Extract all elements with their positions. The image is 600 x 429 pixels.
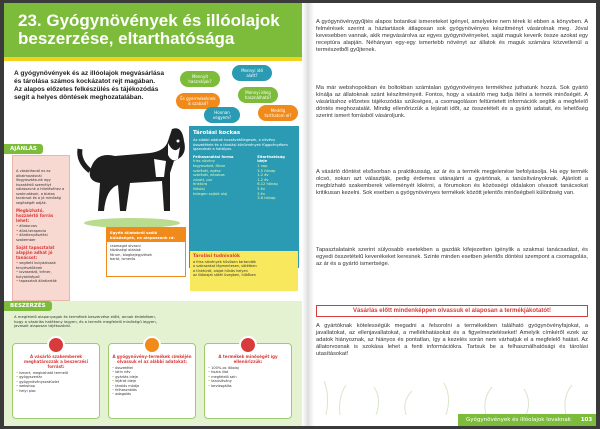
list-item: • felhasználás xyxy=(112,388,192,392)
experience-list xyxy=(16,261,66,284)
list-item: barát, ismerős xyxy=(110,257,136,262)
table-cell: 3 év xyxy=(257,191,265,196)
book-gutter xyxy=(302,3,314,426)
table-cell: 1-2 év xyxy=(257,177,269,182)
list-item: • segített kutyáztosak tenyésztőknek xyxy=(16,261,66,270)
recommendation-box xyxy=(12,155,70,301)
question-bubble: Mennyit használjak? xyxy=(180,71,220,87)
list-item: • gyógyszertár xyxy=(16,375,96,379)
list-item: • összetétel xyxy=(112,366,192,370)
question-bubble: És gyermekeknek is szabad? xyxy=(176,93,220,109)
shop-icon xyxy=(47,336,65,354)
page-footer xyxy=(458,414,596,426)
list-item: • helyi piac xyxy=(16,389,96,393)
list-item: • lejárat ideje xyxy=(112,379,192,383)
list-item: • ismert, megbízható termelő xyxy=(16,371,96,375)
table-cell: friss növény xyxy=(193,159,215,164)
list-item: csomagot olvasni xyxy=(110,244,141,248)
card-title: A termékek minőségét így ellenőrizzük: xyxy=(218,354,278,364)
list-item: • tanúsítvány xyxy=(208,379,288,383)
list-item: a szárazakat légmentesen, sötétben xyxy=(193,264,257,269)
unreliable-sources-title: Egyéb állatokról szóló külsőségek, ne alapozzunk rá: xyxy=(107,228,185,242)
paragraph: A gyógynövénygyűjtés alapos botanikai ismereteket igényel, amelyekre nem térek ki ebben a könyvben. A felmérések szerint a háztartások átlagosan sok gyógynövényes készítményt vásárolnak meg. Jóval kevesebben vannak, akik megvásárolva az egyes gyógynövényeket, saját maguk keverik össze azokat egy receptúra alapján. Néhányan egy-egy ismertebb növényt az állatok és maguk számára közvetlenül a természetből gyűjtenek. xyxy=(316,19,588,54)
paragraph: A vásárló döntést elsősorban a praktikusság, az ár és a termék megjelenése befolyásolja. Ha egy termék olcsó, sokan azt választják, pedig érdemes utánajárni a gyártónak, a tanúsítványoknak. Ajánlott a megbízható szakemberek véleményét kikérni, a fórumokon és közösségi oldalakon olvasott tanácsokat kritikusan kezelni. Sok esetben a gyógynövényes termékek között jelentős minőségbeli különbség van. xyxy=(316,169,588,197)
storage-text: Az alábbi adatok hozzávetőlegesek, a növény összetétele és a tárolási körülmények függvényében igazodnak a hatályos. xyxy=(193,138,288,152)
question-bubble: Meddig tarthatom el? xyxy=(258,105,298,121)
footer-label: Gyógynövények és illóolajok lovaknak xyxy=(466,417,571,423)
page-number: 103 xyxy=(580,417,593,423)
highlight-notice: Vásárlás előtt mindenképpen olvassuk el alaposan a termékjákotatót! xyxy=(316,305,588,317)
question-bubble: Honnan vegyem? xyxy=(204,107,240,123)
grass-decoration xyxy=(316,375,596,415)
storage-tips-box xyxy=(190,251,298,291)
table-cell: 3-5 hónap xyxy=(257,168,276,173)
tab-beszerzes: BESZERZÉS xyxy=(4,301,52,311)
list-item: • gyógynövényszaküzlet xyxy=(16,380,96,384)
shelf-life-column xyxy=(254,155,295,201)
unreliable-sources-box xyxy=(106,227,186,277)
dog-illustration xyxy=(70,111,190,229)
right-page xyxy=(316,3,596,426)
paragraph: A gyártóknak kötelességük megadni a felsorolni a termékekben található gyógynövényfajokat, a javallatokat, az ellenjavallatokat, a mellékhatásokat és a figyelmeztetéseket! Amelyik címkéről ezek az adatok hiányoznak, az hiányos és pontatlan, így a kezelés során nem várhatjuk el a megfelelő hatást. Az állatorvosnak is szokása lehet a fenti információkra. Tartsuk be a felhasználhatósági és tárolási utasításokat! xyxy=(316,323,588,358)
list-item: • adagolás xyxy=(112,392,192,396)
card-list xyxy=(208,366,288,388)
experience-heading: Saját tapasztalat alapján adhat jó tanácsot: xyxy=(16,245,55,260)
list-item: • latin név xyxy=(112,370,192,374)
paragraph: Ma már webshopokban és boltokban számtalan gyógynövényes termékhez juthatunk hozzá. Sok gyártó kínálja az állatoknak szánt készítményeit. Fontos, hogy a vásárló meg tudja ítélni a termék minőségét. A vásárláshoz előzetes tájékozódás szükséges, a csomagoláson feltüntetett információk segítik a megfelelő döntés meghozatalát. Mindig ellenőrizzük a lejárati időt, az összetételt és a gyártó adatait, és lehetőség szerint ismert forrásból vásároljunk. xyxy=(316,85,588,120)
purchase-text: A megfelelő alapanyagok és termékek beszerzése előtt, annak érdekében, hogy a vásárlás hatékony legyen, és a termék megfelelő minőségű legyen, javasolt alaposan tájékozódni. xyxy=(14,314,157,329)
table-cell: szárított, egész xyxy=(193,168,221,173)
tab-ajanlas: AJÁNLÁS xyxy=(4,144,43,154)
table-cell: hidegen sajtolt olaj xyxy=(193,191,228,196)
table-cell: 6-12 hónap xyxy=(257,182,278,187)
list-item: a tinktúrát, olajat hűvös helyen xyxy=(193,268,248,273)
list-item: fórum, blogbejegyzések xyxy=(110,252,153,257)
card-list xyxy=(16,371,96,393)
list-item: • webshop xyxy=(16,384,96,388)
list-item: • tapasztalt állattartók xyxy=(16,279,66,284)
table-cell: tinktúra xyxy=(193,182,208,187)
chapter-header xyxy=(4,3,306,61)
list-item: • állatorvos xyxy=(16,224,66,229)
storage-table xyxy=(193,155,295,201)
list-item: a friss növények hűvösen tartandók xyxy=(193,260,256,264)
table-cell: fagyasztott, főzve xyxy=(193,163,226,168)
table-cell: zúzott, por xyxy=(193,177,213,182)
storage-info-box xyxy=(189,126,299,268)
table-cell: illóolaj xyxy=(193,186,205,191)
unreliable-sources-list xyxy=(110,244,182,262)
bottle-icon xyxy=(239,336,257,354)
list-item: az illóolajat sötét üvegben, hűtőben xyxy=(193,273,257,278)
storage-tips-title: Tárolási tudnivalók xyxy=(193,254,240,259)
purchase-card xyxy=(204,343,292,419)
list-item: • gyártás ideje xyxy=(112,375,192,379)
table-cell: 1-2 év xyxy=(257,173,269,178)
intro-text: A gyógynövények és az illóolajok megvásárlása és tárolása számos kockázatot rejt magában. Az alapos előzetes felkészülés és tájékozódás segít a helyes döntések meghozatalában. xyxy=(14,70,165,101)
card-title: A vásárló szakemberek meghatározzák a beszerzési forrást: xyxy=(24,354,88,369)
trusted-source-heading: Megbízható, hozzáértő forrás lehet: xyxy=(16,208,54,223)
label-icon xyxy=(143,336,161,354)
card-list xyxy=(112,366,192,397)
list-item: • bevizsgálás xyxy=(208,384,288,388)
list-item: • 100%-os illóolaj xyxy=(208,366,288,370)
storage-form-column xyxy=(193,155,254,201)
table-cell: 3-6 hónap xyxy=(257,196,276,201)
column-header: Felhasználási forma xyxy=(193,154,234,159)
purchase-card xyxy=(108,343,196,419)
left-page xyxy=(4,3,306,426)
list-item: • tárolás módja xyxy=(112,384,192,388)
trusted-source-list xyxy=(16,224,66,242)
list-item: • állat-terapeuta xyxy=(16,229,66,234)
table-cell: 5 év xyxy=(257,186,265,191)
recommendation-text: A vásárlásnál ez az alkalmazásnál lfogyasztásunk egy hozzáértő személyt válasszunk a hiteléséhez a szakrudások, a biztos tanácsot és a jó minőség segítségét adják. xyxy=(16,169,65,205)
list-item: • megfelelő szín xyxy=(208,375,288,379)
list-item: • tiszta illat xyxy=(208,370,288,374)
book-spread xyxy=(4,3,596,426)
paragraph: Tapasztalataink szerint sülyosabb esetekben a gazdák kifejezetten igénylik a szakmai tanácsadást, és egyedi összetételű keverékeket keresnek. Szinte minden esetben jelentős döntési szempont a csomagolás, az ár és a gyártó ismertsége. xyxy=(316,247,588,268)
purchase-card xyxy=(12,343,100,419)
question-bubble: Mennyi ideig használható? xyxy=(238,87,278,103)
storage-title: Tárolási kockas xyxy=(193,130,241,136)
column-header: Eltarthatóság ideje xyxy=(257,154,285,164)
list-item: közösségi oldalak xyxy=(110,248,141,253)
table-cell: szárított, darabos xyxy=(193,173,225,178)
list-item: • állattenyésztési szakember xyxy=(16,233,66,242)
card-title: A gyógynövény-termékek címkéjén olvassuk el az alábbi adatokat: xyxy=(112,354,192,364)
list-item: • lovasedző, tréner, kutyakiképző xyxy=(16,270,66,279)
storage-tips-list xyxy=(193,260,295,278)
table-cell: 1 nap xyxy=(257,163,268,168)
question-bubble: Mennyi idő alatt? xyxy=(232,65,272,81)
chapter-title: 23. Gyógynövények és illóolajok beszerzése, eltarthatósága xyxy=(18,11,280,48)
